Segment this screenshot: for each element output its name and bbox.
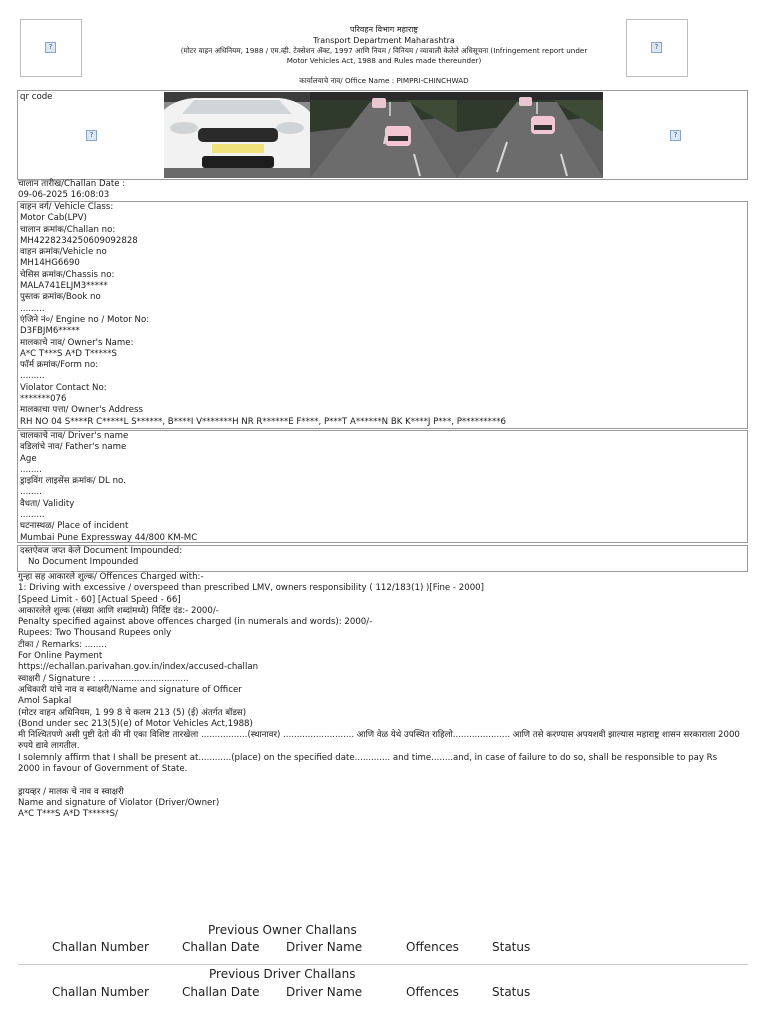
impound-value: No Document Impounded (28, 557, 139, 568)
office-name: कार्यालयाचे नाव/ Office Name : PIMPRI-CHINCHWAD (299, 76, 469, 85)
challan-no-value: MH4228234250609092828 (20, 235, 138, 246)
age-label: Age (20, 453, 37, 464)
road-photo-1 (310, 92, 457, 178)
broken-image-icon: ? (45, 42, 56, 53)
right-logo-image (626, 19, 688, 77)
driver-challans-title: Previous Driver Challans (209, 967, 356, 981)
vehicle-details (20, 202, 506, 428)
online-payment-label: For Online Payment (18, 651, 103, 662)
form-no-value: ......... (20, 371, 45, 382)
vehicle-front-photo (164, 92, 310, 178)
col-challan-date: Challan Date (182, 985, 260, 999)
blank-line (18, 775, 740, 786)
violator-label-marathi: ड्रायव्हर / मालक चे नाव व स्वाक्षरी (18, 786, 124, 797)
col-offences: Offences (406, 985, 459, 999)
broken-image-icon: ? (86, 130, 97, 141)
col-status: Status (492, 940, 531, 954)
broken-image-icon: ? (670, 130, 681, 141)
challan-date-label: चालान तारीख/Challan Date : (18, 179, 126, 189)
age-value: ........ (20, 464, 42, 475)
contact-no-label: Violator Contact No: (20, 382, 107, 393)
col-offences: Offences (406, 940, 459, 954)
col-challan-number: Challan Number (52, 940, 149, 954)
divider (18, 964, 748, 965)
dl-no-label: ड्राइविंग लाइसेंस क्रमांक/ DL no. (20, 476, 126, 487)
affirmation-english-1: I solemnly affirm that I shall be present at............(place) on the specified date............. and time........and, in case of failure to do so, shall be responsible to pay Rs (18, 752, 718, 763)
col-driver-name: Driver Name (286, 985, 363, 999)
owner-name-label: मालकाचे नाव/ Owner's Name: (20, 337, 134, 348)
book-no-label: पुस्तक क्रमांक/Book no (20, 292, 101, 303)
owner-address-label: मालकाचा पत्ता/ Owner's Address (20, 405, 143, 416)
engine-no-value: D3FBJM6***** (20, 326, 80, 337)
validity-label: वैधता/ Validity (20, 498, 75, 509)
driver-name-label: चालकाचे नाव/ Driver's name (20, 431, 129, 441)
engine-no-label: एंजिने नं०/ Engine no / Motor No: (20, 314, 150, 325)
col-challan-number: Challan Number (52, 985, 149, 999)
book-no-value: ......... (20, 303, 45, 314)
header-title-english: Transport Department Maharashtra (313, 36, 455, 45)
left-logo-image (20, 19, 82, 77)
violator-label-english: Name and signature of Violator (Driver/Owner) (18, 797, 220, 808)
father-name-label: वडिलांचे नाव/ Father's name (20, 442, 127, 453)
chassis-no-value: MALA741ELJM3***** (20, 281, 108, 292)
remarks: टीका / Remarks: ........ (18, 639, 107, 650)
rupees-in-words: Rupees: Two Thousand Rupees only (18, 628, 172, 639)
offences-label: गुन्हा सह आकारले शुल्क/ Offences Charged with:- (18, 572, 204, 582)
header-title-marathi: परिवहन विभाग महाराष्ट्र (350, 25, 418, 34)
dl-no-value: ........ (20, 487, 42, 498)
affirmation-english-2: 2000 in favour of Government of State. (18, 764, 188, 775)
header-subtitle-1: (मोटर वाहन अधिनियम, 1988 / एम.व्ही. टेक्सेशन ॲक्ट, 1997 आणि नियम / विनियम / व्यावाली केलेले अधिसूचना (Infringement report under (180, 46, 588, 55)
header-subtitle-2: Motor Vehicles Act, 1988 and Rules made thereunder) (286, 56, 482, 65)
driver-challans-header (0, 985, 768, 1001)
owner-address-value: RH NO 04 S****R C*****L S******, B****I V*******H NR R******E F****, P***T A******N BK K****J P***, P*********6 (20, 416, 507, 427)
col-status: Status (492, 985, 531, 999)
road-photo-2 (457, 92, 603, 178)
affirmation-marathi-2: रुपये द्यावे लागतील. (18, 741, 80, 752)
driver-details (20, 431, 197, 544)
officer-name: Amol Sapkal (18, 696, 72, 707)
affirmation-marathi-1: मी निश्चितपणे असी पुष्टी देतो की मी एका विशिष्ट तारखेला .................(स्थानावर) .......................... आणि वेळ येथे उपस्थित राहिलो..................... आणि तसे करण्यास अपयशवी झाल्यास महाराष्ट्र शासन सरकाराला 2000 (18, 730, 740, 741)
place-label: घटनास्थळ/ Place of incident (20, 521, 129, 532)
owner-name-value: A*C T***S A*D T*****S (20, 348, 117, 359)
vehicle-no-label: वाहन क्रमांक/Vehicle no (20, 247, 107, 258)
impound-section (20, 546, 182, 569)
challan-date-value: 09-06-2025 16:08:03 (18, 190, 110, 201)
broken-image-icon: ? (651, 42, 662, 53)
owner-challans-title: Previous Owner Challans (208, 923, 357, 937)
penalty-specified: Penalty specified against above offences charged (in numerals and words): 2000/- (18, 617, 373, 628)
violator-name: A*C T***S A*D T*****S/ (18, 809, 118, 820)
owner-challans-header (0, 940, 768, 956)
place-value: Mumbai Pune Expressway 44/800 KM-MC (20, 532, 198, 543)
signature-line: स्वाक्षरी / Signature : ................................. (18, 673, 189, 684)
challan-no-label: चालान क्रमांक/Challan no: (20, 224, 116, 235)
col-challan-date: Challan Date (182, 940, 260, 954)
challan-date-section (18, 179, 125, 202)
contact-no-value: *******076 (20, 394, 67, 405)
bond-marathi: (मोटर वाहन अधिनियम, 1 99 8 चे कलम 213 (5) (ई) अंतर्गत बॉडस) (18, 707, 247, 718)
form-no-label: फॉर्म क्रमांक/Form no: (20, 360, 99, 371)
qr-code-label: qr code (20, 92, 53, 102)
col-driver-name: Driver Name (286, 940, 363, 954)
charged-amount-marathi: आकारलेले शुल्क (संख्या आणि शब्दांमध्ये) निर्दिष्ट दंड:- 2000/- (18, 605, 219, 616)
officer-label: अधिकारी यांचे नाव व स्वाक्षरी/Name and signature of Officer (18, 684, 242, 695)
chassis-no-label: चेसिस क्रमांक/Chassis no: (20, 269, 115, 280)
validity-value: ......... (20, 510, 45, 521)
vehicle-class-value: Motor Cab(LPV) (20, 213, 87, 224)
vehicle-class-label: वाहन वर्ग/ Vehicle Class: (20, 202, 114, 212)
offence-1: 1: Driving with excessive / overspeed than prescribed LMV, owners responsibility ( 112/183(1) )[Fine - 2000] (18, 583, 484, 594)
bond-english: (Bond under sec 213(5)(e) of Motor Vehicles Act,1988) (18, 718, 253, 729)
vehicle-no-value: MH14HG6690 (20, 258, 80, 269)
speed-info: [Speed Limit - 60] [Actual Speed - 66] (18, 594, 181, 605)
offences-section (18, 572, 740, 821)
document-header (150, 24, 618, 86)
online-payment-link[interactable]: https://echallan.parivahan.gov.in/index/accused-challan (18, 662, 259, 673)
impound-label: दस्तऐवज जप्त केले Document Impounded: (20, 546, 183, 556)
